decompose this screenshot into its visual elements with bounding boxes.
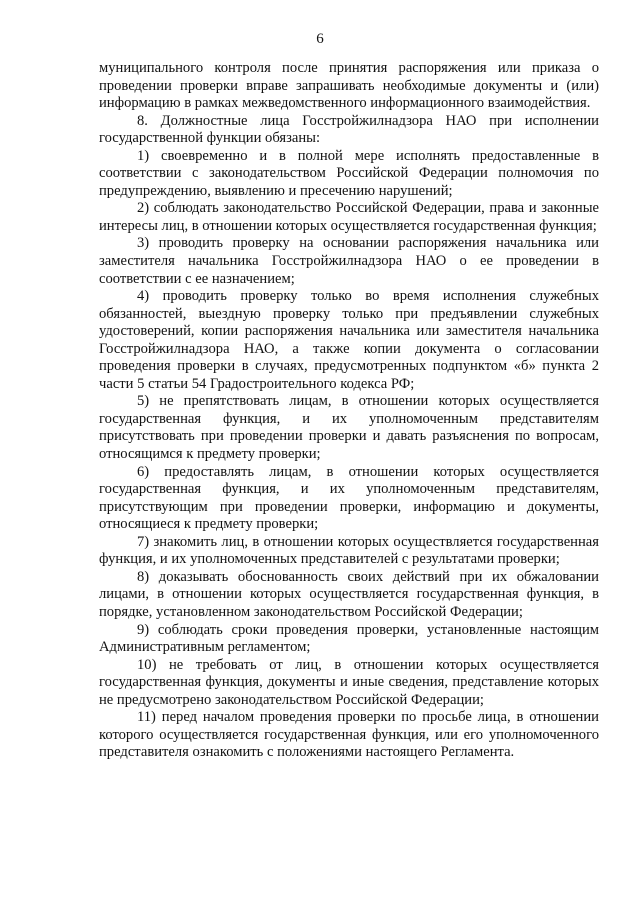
- paragraph-clause-8: 8. Должностные лица Госстройжилнадзора НАО при исполнении государственной функции обязаны:: [99, 112, 599, 147]
- list-item-4: 4) проводить проверку только во время исполнения служебных обязанностей, выездную проверку только при предъявлении служебных удостоверений, копии распоряжения начальника или заместителя начальника Госстройжилнадзора НАО, а также копии документа о согласовании проведения проверки в случаях, предусмотренных подпунктом «б» пункта 2 части 5 статьи 54 Градостроительного кодекса РФ;: [99, 288, 599, 392]
- list-item-1: 1) своевременно и в полной мере исполнять предоставленные в соответствии с законодательством Российской Федерации полномочия по предупреждению, выявлению и пресечению нарушений;: [99, 147, 599, 199]
- list-item-7: 7) знакомить лиц, в отношении которых осуществляется государственная функция, и их уполномоченных представителей с результатами проверки;: [99, 533, 599, 568]
- list-item-6: 6) предоставлять лицам, в отношении которых осуществляется государственная функция, и их уполномоченным представителям, присутствующим при проведении проверки, информацию и документы, относящиеся к предмету проверки;: [99, 463, 599, 533]
- document-body: [99, 60, 599, 762]
- list-item-9: 9) соблюдать сроки проведения проверки, установленные настоящим Административным регламентом;: [99, 621, 599, 656]
- page-number: 6: [316, 31, 324, 47]
- list-item-11: 11) перед началом проведения проверки по просьбе лица, в отношении которого осуществляется государственная функция, или его уполномоченного представителя ознакомить с положениями настоящего Регламента.: [99, 709, 599, 761]
- list-item-8: 8) доказывать обоснованность своих действий при их обжаловании лицами, в отношении которых осуществляется государственная функция, в порядке, установленном законодательством Российской Федерации;: [99, 568, 599, 620]
- list-item-3: 3) проводить проверку на основании распоряжения начальника или заместителя начальника Госстройжилнадзора НАО о ее проведении в соответствии с ее назначением;: [99, 235, 599, 287]
- list-item-2: 2) соблюдать законодательство Российской Федерации, права и законные интересы лиц, в отношении которых осуществляется государственная функция;: [99, 200, 599, 234]
- paragraph-continuation: муниципального контроля после принятия распоряжения или приказа о проведении проверки вправе запрашивать необходимые документы и (или) информацию в рамках межведомственного информационного взаимодействия.: [99, 60, 599, 112]
- list-item-10: 10) не требовать от лиц, в отношении которых осуществляется государственная функция, документы и иные сведения, представление которых не предусмотрено законодательством Российской Федерации;: [99, 656, 599, 708]
- list-item-5: 5) не препятствовать лицам, в отношении которых осуществляется государственная функция, и их уполномоченным представителям присутствовать при проведении проверки и давать разъяснения по вопросам, относящимся к предмету проверки;: [99, 393, 599, 463]
